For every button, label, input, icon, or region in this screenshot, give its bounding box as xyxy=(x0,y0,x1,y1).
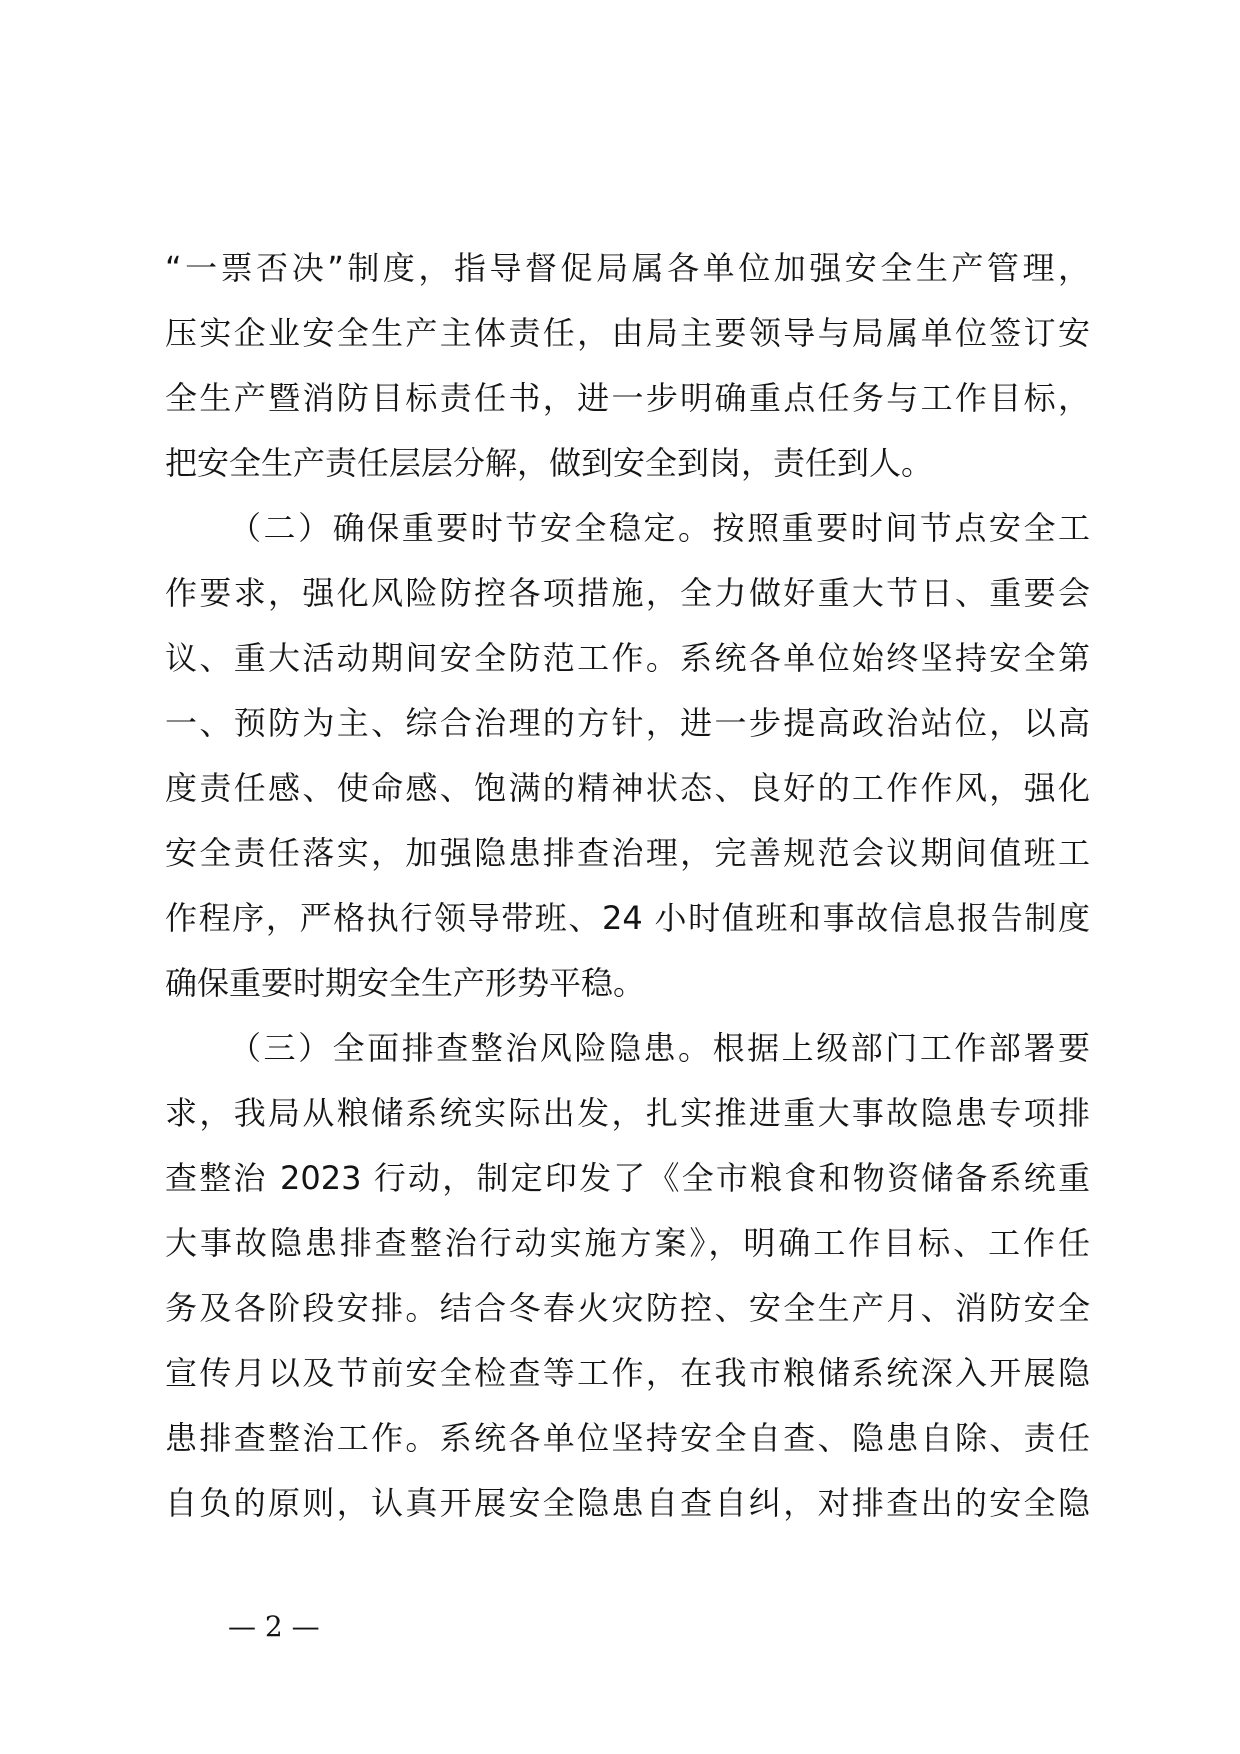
paragraph-heading-line: （二）确保重要时节安全稳定。按照重要时间节点安全工 xyxy=(229,509,1090,547)
text-line: 度责任感、使命感、饱满的精神状态、良好的工作作风，强化 xyxy=(165,769,1090,807)
text-line: 作要求，强化风险防控各项措施，全力做好重大节日、重要会 xyxy=(165,574,1090,612)
text-line: 议、重大活动期间安全防范工作。系统各单位始终坚持安全第 xyxy=(165,639,1090,677)
text-line: 务及各阶段安排。结合冬春火灾防控、安全生产月、消防安全 xyxy=(165,1289,1090,1327)
text-line: 大事故隐患排查整治行动实施方案》，明确工作目标、工作任 xyxy=(165,1224,1090,1262)
paragraph-3 xyxy=(165,1016,1090,1536)
text-line: 把安全生产责任层层分解，做到安全到岗，责任到人。 xyxy=(165,444,934,482)
text-line: 确保重要时期安全生产形势平稳。 xyxy=(165,964,646,1002)
paragraph-2 xyxy=(165,496,1090,1016)
page-number: — 2 — xyxy=(228,1610,320,1643)
text-line: 患排查整治工作。系统各单位坚持安全自查、隐患自除、责任 xyxy=(165,1419,1090,1457)
text-line: 安全责任落实，加强隐患排查治理，完善规范会议期间值班工 xyxy=(165,834,1090,872)
text-line: 全生产暨消防目标责任书，进一步明确重点任务与工作目标， xyxy=(165,379,1090,417)
body-text xyxy=(165,236,1090,1536)
text-line: 自负的原则，认真开展安全隐患自查自纠，对排查出的安全隐 xyxy=(165,1484,1090,1522)
text-line: 一、预防为主、综合治理的方针，进一步提高政治站位，以高 xyxy=(165,704,1090,742)
text-line: 压实企业安全生产主体责任，由局主要领导与局属单位签订安 xyxy=(165,314,1090,352)
text-line: 宣传月以及节前安全检查等工作，在我市粮储系统深入开展隐 xyxy=(165,1354,1090,1392)
paragraph-1 xyxy=(165,236,1090,496)
text-line: “一票否决”制度，指导督促局属各单位加强安全生产管理， xyxy=(165,249,1090,287)
paragraph-heading-line: （三）全面排查整治风险隐患。根据上级部门工作部署要 xyxy=(229,1029,1090,1067)
text-line: 作程序，严格执行领导带班、24 小时值班和事故信息报告制度 xyxy=(165,899,1090,937)
text-line: 求，我局从粮储系统实际出发，扎实推进重大事故隐患专项排 xyxy=(165,1094,1090,1132)
text-line: 查整治 2023 行动，制定印发了《全市粮食和物资储备系统重 xyxy=(165,1159,1090,1197)
